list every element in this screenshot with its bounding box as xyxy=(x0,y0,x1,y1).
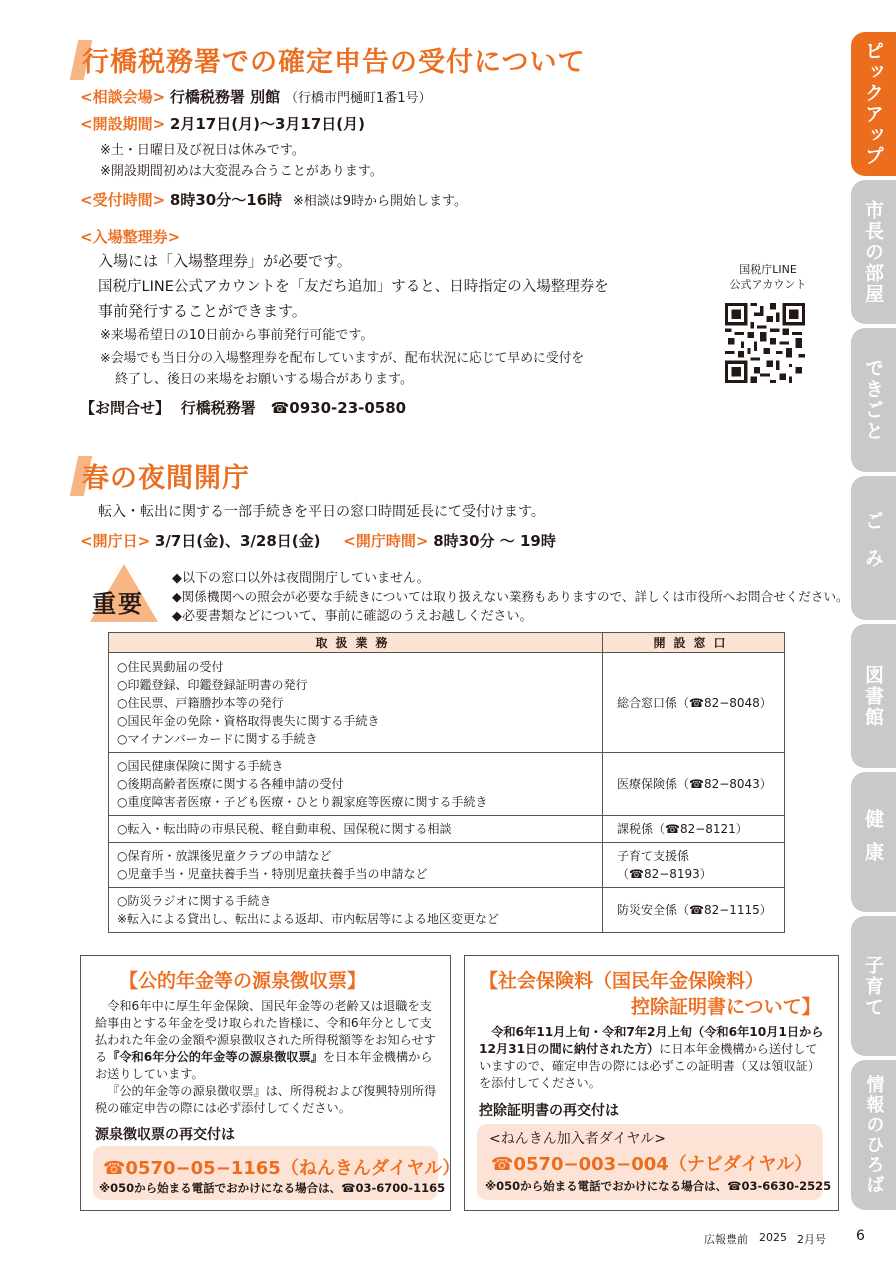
tab-events-label: できごと xyxy=(862,358,884,442)
box-left-title: 【公的年金等の源泉徴収票】 xyxy=(119,970,367,992)
service-item: ○重度障害者医療・子ども医療・ひとり親家庭等医療に関する手続き xyxy=(117,795,488,809)
tab-garbage[interactable] xyxy=(851,476,896,620)
venue-value: 行橋税務署 別館 xyxy=(169,88,281,106)
important-item-1: ◆以下の窓口以外は夜間開庁していません。 xyxy=(172,571,430,586)
navi-dial-phone: ☎0570−003−004（ナビダイヤル） xyxy=(491,1154,813,1175)
table-row xyxy=(109,816,785,843)
tab-childcare[interactable] xyxy=(851,916,896,1056)
service-item: ※転入による貸出し、転出による返却、市内転居等による地区変更など xyxy=(117,912,500,926)
service-item: ○住民票、戸籍謄抄本等の発行 xyxy=(117,695,284,710)
nenkin-dial-phone: ☎0570−05−1165（ねんきんダイヤル） xyxy=(103,1158,461,1179)
service-item: ○保育所・放課後児童クラブの申請など xyxy=(117,849,332,863)
table-row xyxy=(109,888,785,933)
tab-pickup-label: ピックアップ xyxy=(862,41,884,167)
opening-dates-value: 3/7日(金)、3/28日(金) xyxy=(154,532,321,550)
service-list xyxy=(109,753,603,816)
box-right-para-text: に日本年金機構から送付していますので、確定申告の際には必ずこの証明書（又は領収証）を添付してください。 xyxy=(479,1042,821,1090)
opening-hours-label: <開庁時間> xyxy=(343,532,429,550)
tab-events[interactable] xyxy=(851,328,896,472)
table-row xyxy=(109,653,785,753)
contact-label: 【お問合せ】 xyxy=(80,399,171,417)
box-right-dial-name: <ねんきん加入者ダイヤル> xyxy=(489,1131,667,1147)
contact-name: 行橋税務署 xyxy=(180,399,256,417)
qr-label xyxy=(722,262,814,292)
service-item: ○児童手当・児童扶養手当・特別児童扶養手当の申請など xyxy=(117,867,428,881)
box-right-title-line-1: 【社会保険料（国民年金保険料） xyxy=(479,970,765,992)
box-right-reissue-heading: 控除証明書の再交付は xyxy=(479,1103,619,1119)
ticket-line-2: 国税庁LINE公式アカウントを「友だち追加」すると、日時指定の入場整理券を xyxy=(98,279,609,295)
period-label: <開設期間> xyxy=(80,115,166,133)
box-left-para1-text-end: を日本年金機構からお送りしています。 xyxy=(95,1050,433,1081)
period-row xyxy=(80,113,365,134)
tab-health[interactable] xyxy=(851,772,896,912)
service-list xyxy=(109,843,603,888)
service-item: ○国民年金の免除・資格取得喪失に関する手続き xyxy=(117,713,380,728)
tab-pickup[interactable] xyxy=(851,32,896,176)
venue-address: （行橋市門樋町1番1号） xyxy=(284,91,432,106)
office-cell: 子育て支援係（☎82−8193） xyxy=(603,843,785,888)
tab-childcare-label: 子育て xyxy=(862,954,884,1018)
tab-info-plaza[interactable] xyxy=(851,1060,896,1210)
office-cell: 課税係（☎82−8121） xyxy=(603,816,785,843)
table-row xyxy=(109,753,785,816)
ticket-label-row xyxy=(80,226,180,247)
hours-note: ※相談は9時から開始します。 xyxy=(292,194,468,209)
office-cell: 防災安全係（☎82−1115） xyxy=(603,888,785,933)
tab-library-label: 図書館 xyxy=(862,664,884,728)
service-item: ○住民異動届の受付 xyxy=(117,659,224,674)
service-item: ○後期高齢者医療に関する各種申請の受付 xyxy=(117,777,344,791)
tab-health-label: 健康 xyxy=(862,809,884,875)
contact-row xyxy=(80,397,406,418)
service-item: ○印鑑登録、印鑑登録証明書の発行 xyxy=(117,677,308,692)
pension-withholding-box xyxy=(80,955,461,1211)
section2-intro: 転入・転出に関する一部手続きを平日の窓口時間延長にて受付けます。 xyxy=(98,504,545,520)
opening-row xyxy=(80,530,556,551)
office-cell: 医療保険係（☎82−8043） xyxy=(603,753,785,816)
service-item: ○マイナンバーカードに関する手続き xyxy=(117,731,318,746)
social-insurance-box xyxy=(464,955,839,1211)
important-item-3: ◆必要書類などについて、事前に確認のうえお越しください。 xyxy=(172,609,533,624)
box-right-note: ※050から始まる電話でおかけになる場合は、☎03-6630-2525 xyxy=(485,1179,832,1193)
ticket-line-1: 入場には「入場整理券」が必要です。 xyxy=(98,252,352,270)
ticket-note-2b: 終了し、後日の来場をお願いする場合があります。 xyxy=(115,372,413,387)
ticket-label: <入場整理券> xyxy=(80,228,181,246)
service-list xyxy=(109,653,603,753)
section2-title: 春の夜間開庁 xyxy=(82,463,250,494)
line-qr-code[interactable] xyxy=(725,303,805,383)
tab-library[interactable] xyxy=(851,624,896,768)
box-right-paragraph xyxy=(479,1024,829,1092)
tab-info-plaza-label: 情報のひろば xyxy=(863,1075,885,1195)
box-right-para-emphasis: 令和6年11月上旬・令和7年2月上旬（令和6年10月1日から12月31日の間に納付された方） xyxy=(479,1025,824,1056)
ticket-line-3: 事前発行することができます。 xyxy=(98,302,307,320)
box-left-paragraph-1 xyxy=(95,998,441,1083)
venue-row xyxy=(80,86,431,107)
hours-value: 8時30分～16時 xyxy=(169,191,283,209)
tab-mayor-room[interactable] xyxy=(851,180,896,324)
period-value: 2月17日(月)～3月17日(月) xyxy=(169,115,365,133)
important-badge: 重要 xyxy=(92,590,144,618)
period-note-1: ※土・日曜日及び祝日は休みです。 xyxy=(100,143,305,158)
box-right-title-line-2: 控除証明書について】 xyxy=(631,996,821,1018)
service-list xyxy=(109,816,603,843)
ticket-note-1: ※来場希望日の10日前から事前発行可能です。 xyxy=(100,328,374,343)
service-item: ○国民健康保険に関する手続き xyxy=(117,759,284,773)
qr-label-line-1: 国税庁LINE xyxy=(739,263,797,276)
ticket-note-2a: ※会場でも当日分の入場整理券を配布していますが、配布状況に応じて早めに受付を xyxy=(100,351,585,366)
table-header-services: 取扱業務 xyxy=(109,633,603,653)
hours-row xyxy=(80,189,467,210)
box-left-para1-emphasis: 『令和6年分公的年金等の源泉徴収票』 xyxy=(107,1050,323,1064)
opening-dates-label: <開庁日> xyxy=(80,532,151,550)
office-cell: 総合窓口係（☎82−8048） xyxy=(603,653,785,753)
important-item-2: ◆関係機関への照会が必要な手続きについては取り扱えない業務もありますので、詳しくは市役所へお問合せください。 xyxy=(172,589,849,604)
opening-hours-value: 8時30分 ～ 19時 xyxy=(433,532,556,550)
contact-phone: ☎0930-23-0580 xyxy=(270,399,407,417)
table-row xyxy=(109,843,785,888)
tab-garbage-label: ごみ xyxy=(862,511,884,585)
box-left-reissue-heading: 源泉徴収票の再交付は xyxy=(95,1127,235,1143)
box-left-note: ※050から始まる電話でおかけになる場合は、☎03-6700-1165 xyxy=(99,1181,446,1195)
period-note-2: ※開設期間初めは大変混み合うことがあります。 xyxy=(100,164,383,179)
footer-publication: 広報豊前 xyxy=(704,1233,748,1246)
service-list xyxy=(109,888,603,933)
night-service-table xyxy=(108,632,785,933)
footer-year: 2025 xyxy=(759,1231,787,1244)
box-left-para1-text: 令和6年中に厚生年金保険、国民年金等の老齢又は退職を支給事由とする年金を受け取られた皆様に、令和6年分として支払われた年金の金額や源泉徴収された所得税額等をお知らせする xyxy=(95,999,436,1064)
service-item: ○転入・転出時の市県民税、軽自動車税、国保税に関する相談 xyxy=(117,822,452,836)
service-item: ○防災ラジオに関する手続き xyxy=(117,894,272,908)
box-left-paragraph-2: 『公的年金等の源泉徴収票』は、所得税および復興特別所得税の確定申告の際には必ず添付してください。 xyxy=(95,1084,437,1115)
page-number: 6 xyxy=(856,1228,865,1244)
section1-title: 行橋税務署での確定申告の受付について xyxy=(82,47,586,78)
footer-month: 2月号 xyxy=(797,1233,826,1246)
tab-mayor-room-label: 市長の部屋 xyxy=(862,199,884,305)
hours-label: <受付時間> xyxy=(80,191,166,209)
qr-label-line-2: 公式アカウント xyxy=(729,278,807,291)
venue-label: <相談会場> xyxy=(80,88,166,106)
table-header-office: 開設窓口 xyxy=(603,633,785,653)
